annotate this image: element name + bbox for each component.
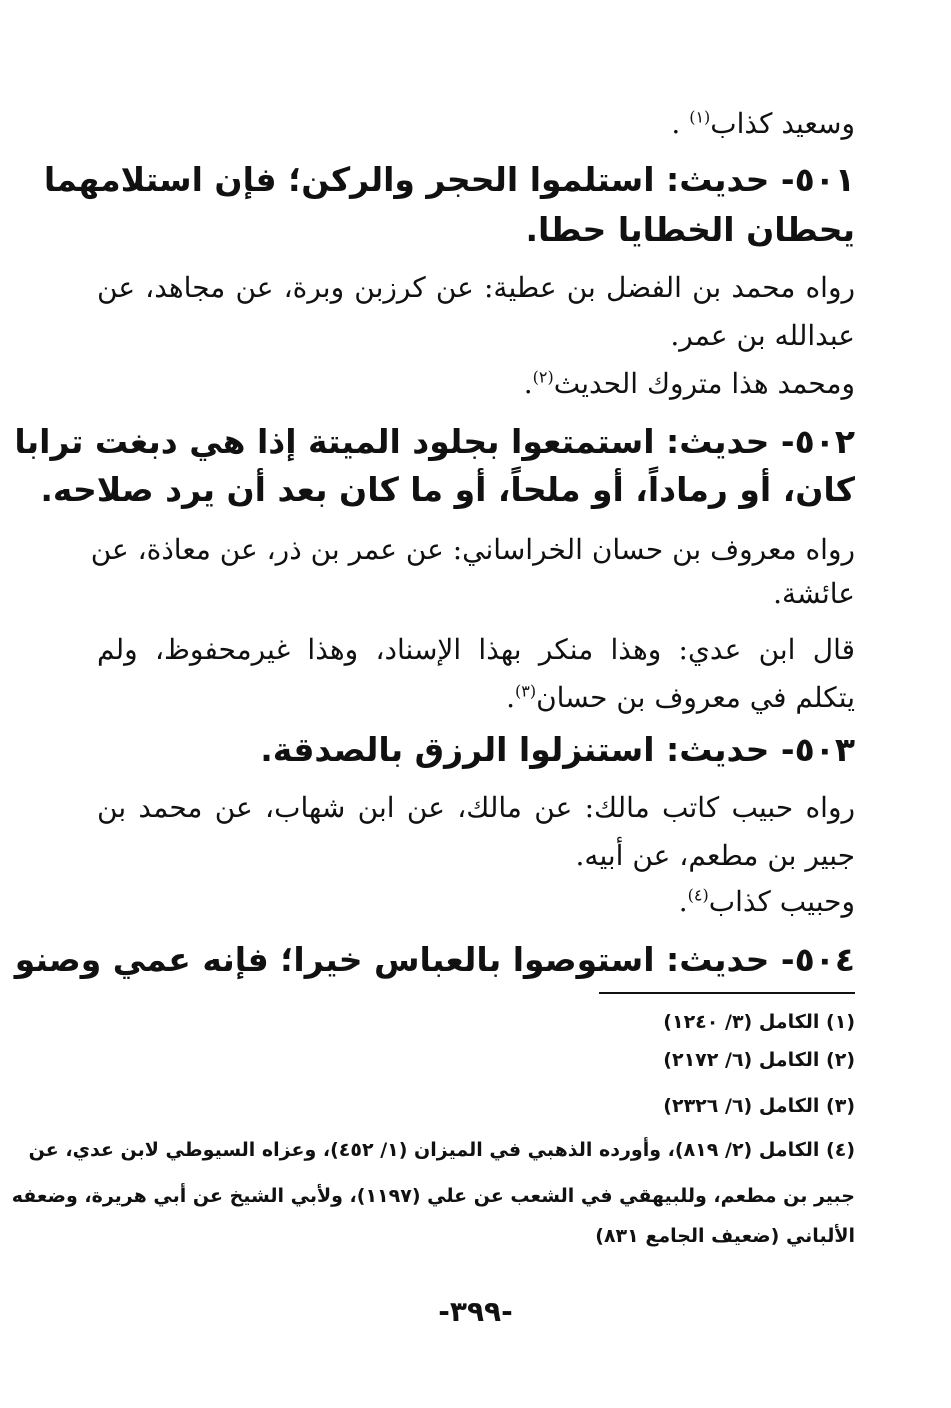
footnote-separator [599, 992, 855, 994]
footnote-text: (٤) الكامل (٢/ ٨١٩)، وأورده الذهبي في الميزان (١/ ٤٥٢)، وعزاه السيوطي لابن عدي، عن [28, 1139, 855, 1161]
line-text: كان، أو رماداً، أو ملحاً، أو ما كان بعد أن يرد صلاحه. [40, 470, 855, 509]
hadith-heading-501 [43, 154, 855, 206]
footnote-text: (٢) الكامل (٦/ ٢١٧٢) [663, 1049, 855, 1071]
footnote-2 [97, 1044, 855, 1076]
line-suffix: . [671, 107, 690, 140]
line-text: يحطان الخطايا حطا. [525, 210, 855, 249]
footnote-4-cont [11, 1180, 855, 1212]
line-text: ٥٠٣- حديث: استنزلوا الرزق بالصدقة. [260, 730, 855, 769]
line-text: جبير بن مطعم، عن أبيه. [575, 839, 855, 872]
footnote-marker: (٢) [532, 367, 554, 387]
hadith-heading-501-cont [97, 204, 855, 256]
page-number: -٣٩٩- [438, 1295, 513, 1328]
line-text: ومحمد هذا متروك الحديث [553, 367, 855, 400]
footnote-text: (٣) الكامل (٦/ ٢٣٢٦) [663, 1095, 855, 1117]
footnote-4-cont [97, 1220, 855, 1252]
footnote-marker: (٣) [514, 681, 537, 701]
line-text: رواه معروف بن حسان الخراساني: عن عمر بن ذر، عن معاذة، عن [90, 533, 855, 566]
text-line [90, 526, 855, 574]
hadith-heading-503 [97, 724, 855, 776]
footnote-1 [97, 1006, 855, 1038]
text-line [97, 626, 855, 674]
text-line [97, 674, 855, 722]
line-suffix: . [678, 885, 688, 918]
hadith-heading-502-cont [40, 464, 855, 516]
text-line [97, 878, 855, 926]
line-text: عبدالله بن عمر. [670, 319, 855, 352]
line-text: قال ابن عدي: وهذا منكر بهذا الإسناد، وهذا غيرمحفوظ، ولم [97, 633, 855, 666]
footnote-3 [97, 1090, 855, 1122]
text-line [97, 832, 855, 880]
footnote-text: الألباني (ضعيف الجامع ٨٣١) [595, 1225, 855, 1247]
footnote-text: (١) الكامل (٣/ ١٢٤٠) [663, 1011, 855, 1033]
footnote-4 [28, 1134, 855, 1166]
text-line [97, 264, 855, 312]
text-line [97, 784, 855, 832]
line-text: عائشة. [773, 577, 855, 610]
footnote-marker: (١) [689, 107, 711, 127]
line-text: ٥٠٢- حديث: استمتعوا بجلود الميتة إذا هي دبغت ترابا [14, 422, 855, 461]
line-text: ٥٠٤- حديث: استوصوا بالعباس خيرا؛ فإنه عمي وصنو [14, 940, 855, 979]
line-suffix: . [506, 681, 515, 714]
line-text: يتكلم في معروف بن حسان [536, 681, 855, 714]
line-suffix: . [523, 367, 533, 400]
text-line [97, 100, 855, 148]
text-line [97, 570, 855, 618]
line-text: وحبيب كذاب [708, 885, 855, 918]
line-text: ٥٠١- حديث: استلموا الحجر والركن؛ فإن استلامهما [43, 160, 855, 199]
hadith-heading-502 [14, 416, 855, 468]
line-text: رواه محمد بن الفضل بن عطية: عن كرزبن وبرة، عن مجاهد، عن [97, 271, 855, 304]
footnote-marker: (٤) [687, 885, 709, 905]
footnote-text: جبير بن مطعم، وللبيهقي في الشعب عن علي (١١٩٧)، ولأبي الشيخ عن أبي هريرة، وضعفه [11, 1185, 855, 1207]
hadith-heading-504 [14, 934, 855, 986]
line-text: وسعيد كذاب [710, 107, 855, 140]
text-line [97, 360, 855, 408]
line-text: رواه حبيب كاتب مالك: عن مالك، عن ابن شهاب، عن محمد بن [97, 791, 855, 824]
text-line [97, 312, 855, 360]
